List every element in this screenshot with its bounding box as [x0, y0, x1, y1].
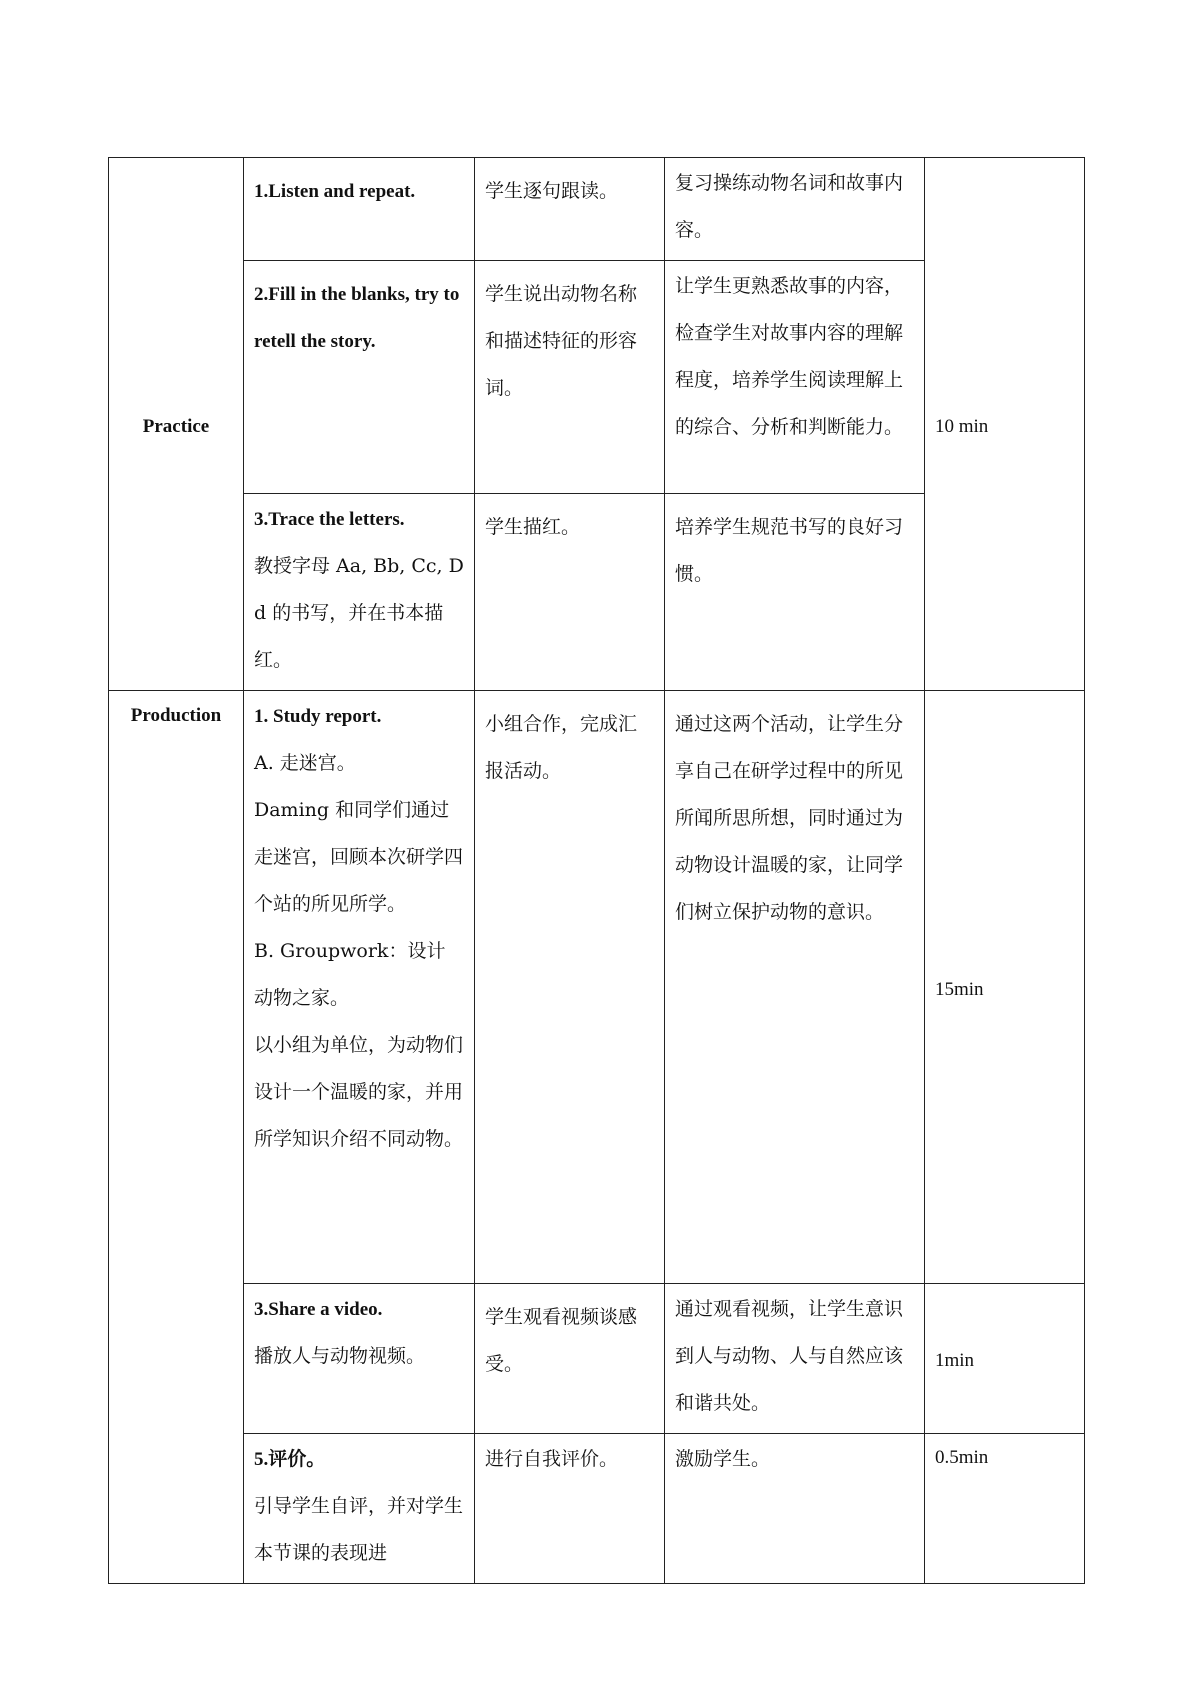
purpose-cell: 复习操练动物名词和故事内容。 — [665, 158, 925, 261]
activity-cell — [244, 691, 475, 1284]
table-row — [109, 1434, 1085, 1584]
purpose-cell: 让学生更熟悉故事的内容，检查学生对故事内容的理解程度，培养学生阅读理解上的综合、分析和判断能力。 — [665, 261, 925, 494]
student-cell: 学生观看视频谈感受。 — [475, 1284, 665, 1434]
step-detail: 引导学生自评，并对学生本节课的表现进 — [254, 1495, 464, 1564]
student-cell: 学生说出动物名称和描述特征的形容词。 — [475, 261, 665, 494]
time-practice: 10 min — [925, 158, 1085, 691]
purpose-cell: 激励学生。 — [665, 1434, 925, 1584]
stage-production: Production — [109, 691, 244, 1584]
step-title: 1.Listen and repeat. — [254, 181, 416, 202]
step-title: 3.Trace the letters. — [254, 509, 405, 530]
step-detail: 教授字母 Aa, Bb, Cc, Dd 的书写，并在书本描红。 — [254, 555, 464, 671]
step-title: 2.Fill in the blanks, try to retell the story. — [254, 284, 460, 352]
step-title: 1. Study report. — [254, 706, 382, 727]
step-title: 5.评价。 — [254, 1449, 326, 1470]
activity-cell — [244, 261, 475, 494]
stage-practice: Practice — [109, 158, 244, 691]
activity-cell — [244, 494, 475, 691]
student-cell: 进行自我评价。 — [475, 1434, 665, 1584]
step-detail: 以小组为单位，为动物们设计一个温暖的家，并用所学知识介绍不同动物。 — [254, 1034, 464, 1150]
step-detail: B. Groupwork：设计动物之家。 — [254, 940, 446, 1009]
purpose-cell: 通过这两个活动，让学生分享自己在研学过程中的所见所闻所思所想，同时通过为动物设计温暖的家，让同学们树立保护动物的意识。 — [665, 691, 925, 1284]
purpose-cell: 培养学生规范书写的良好习惯。 — [665, 494, 925, 691]
lesson-plan-table — [108, 157, 1085, 1584]
table-row — [109, 691, 1085, 1284]
step-detail: Daming 和同学们通过走迷宫，回顾本次研学四个站的所见所学。 — [254, 799, 464, 915]
time-evaluation: 0.5min — [925, 1434, 1085, 1584]
table-row — [109, 1284, 1085, 1434]
step-detail: A. 走迷宫。 — [254, 752, 356, 774]
activity-cell — [244, 1434, 475, 1584]
student-cell: 学生逐句跟读。 — [475, 158, 665, 261]
student-cell: 小组合作，完成汇报活动。 — [475, 691, 665, 1284]
time-video: 1min — [925, 1284, 1085, 1434]
time-study-report: 15min — [925, 691, 1085, 1284]
student-cell: 学生描红。 — [475, 494, 665, 691]
activity-cell — [244, 1284, 475, 1434]
activity-cell — [244, 158, 475, 261]
purpose-cell: 通过观看视频，让学生意识到人与动物、人与自然应该和谐共处。 — [665, 1284, 925, 1434]
step-title: 3.Share a video. — [254, 1299, 383, 1320]
table-row — [109, 158, 1085, 261]
step-detail: 播放人与动物视频。 — [254, 1345, 426, 1367]
